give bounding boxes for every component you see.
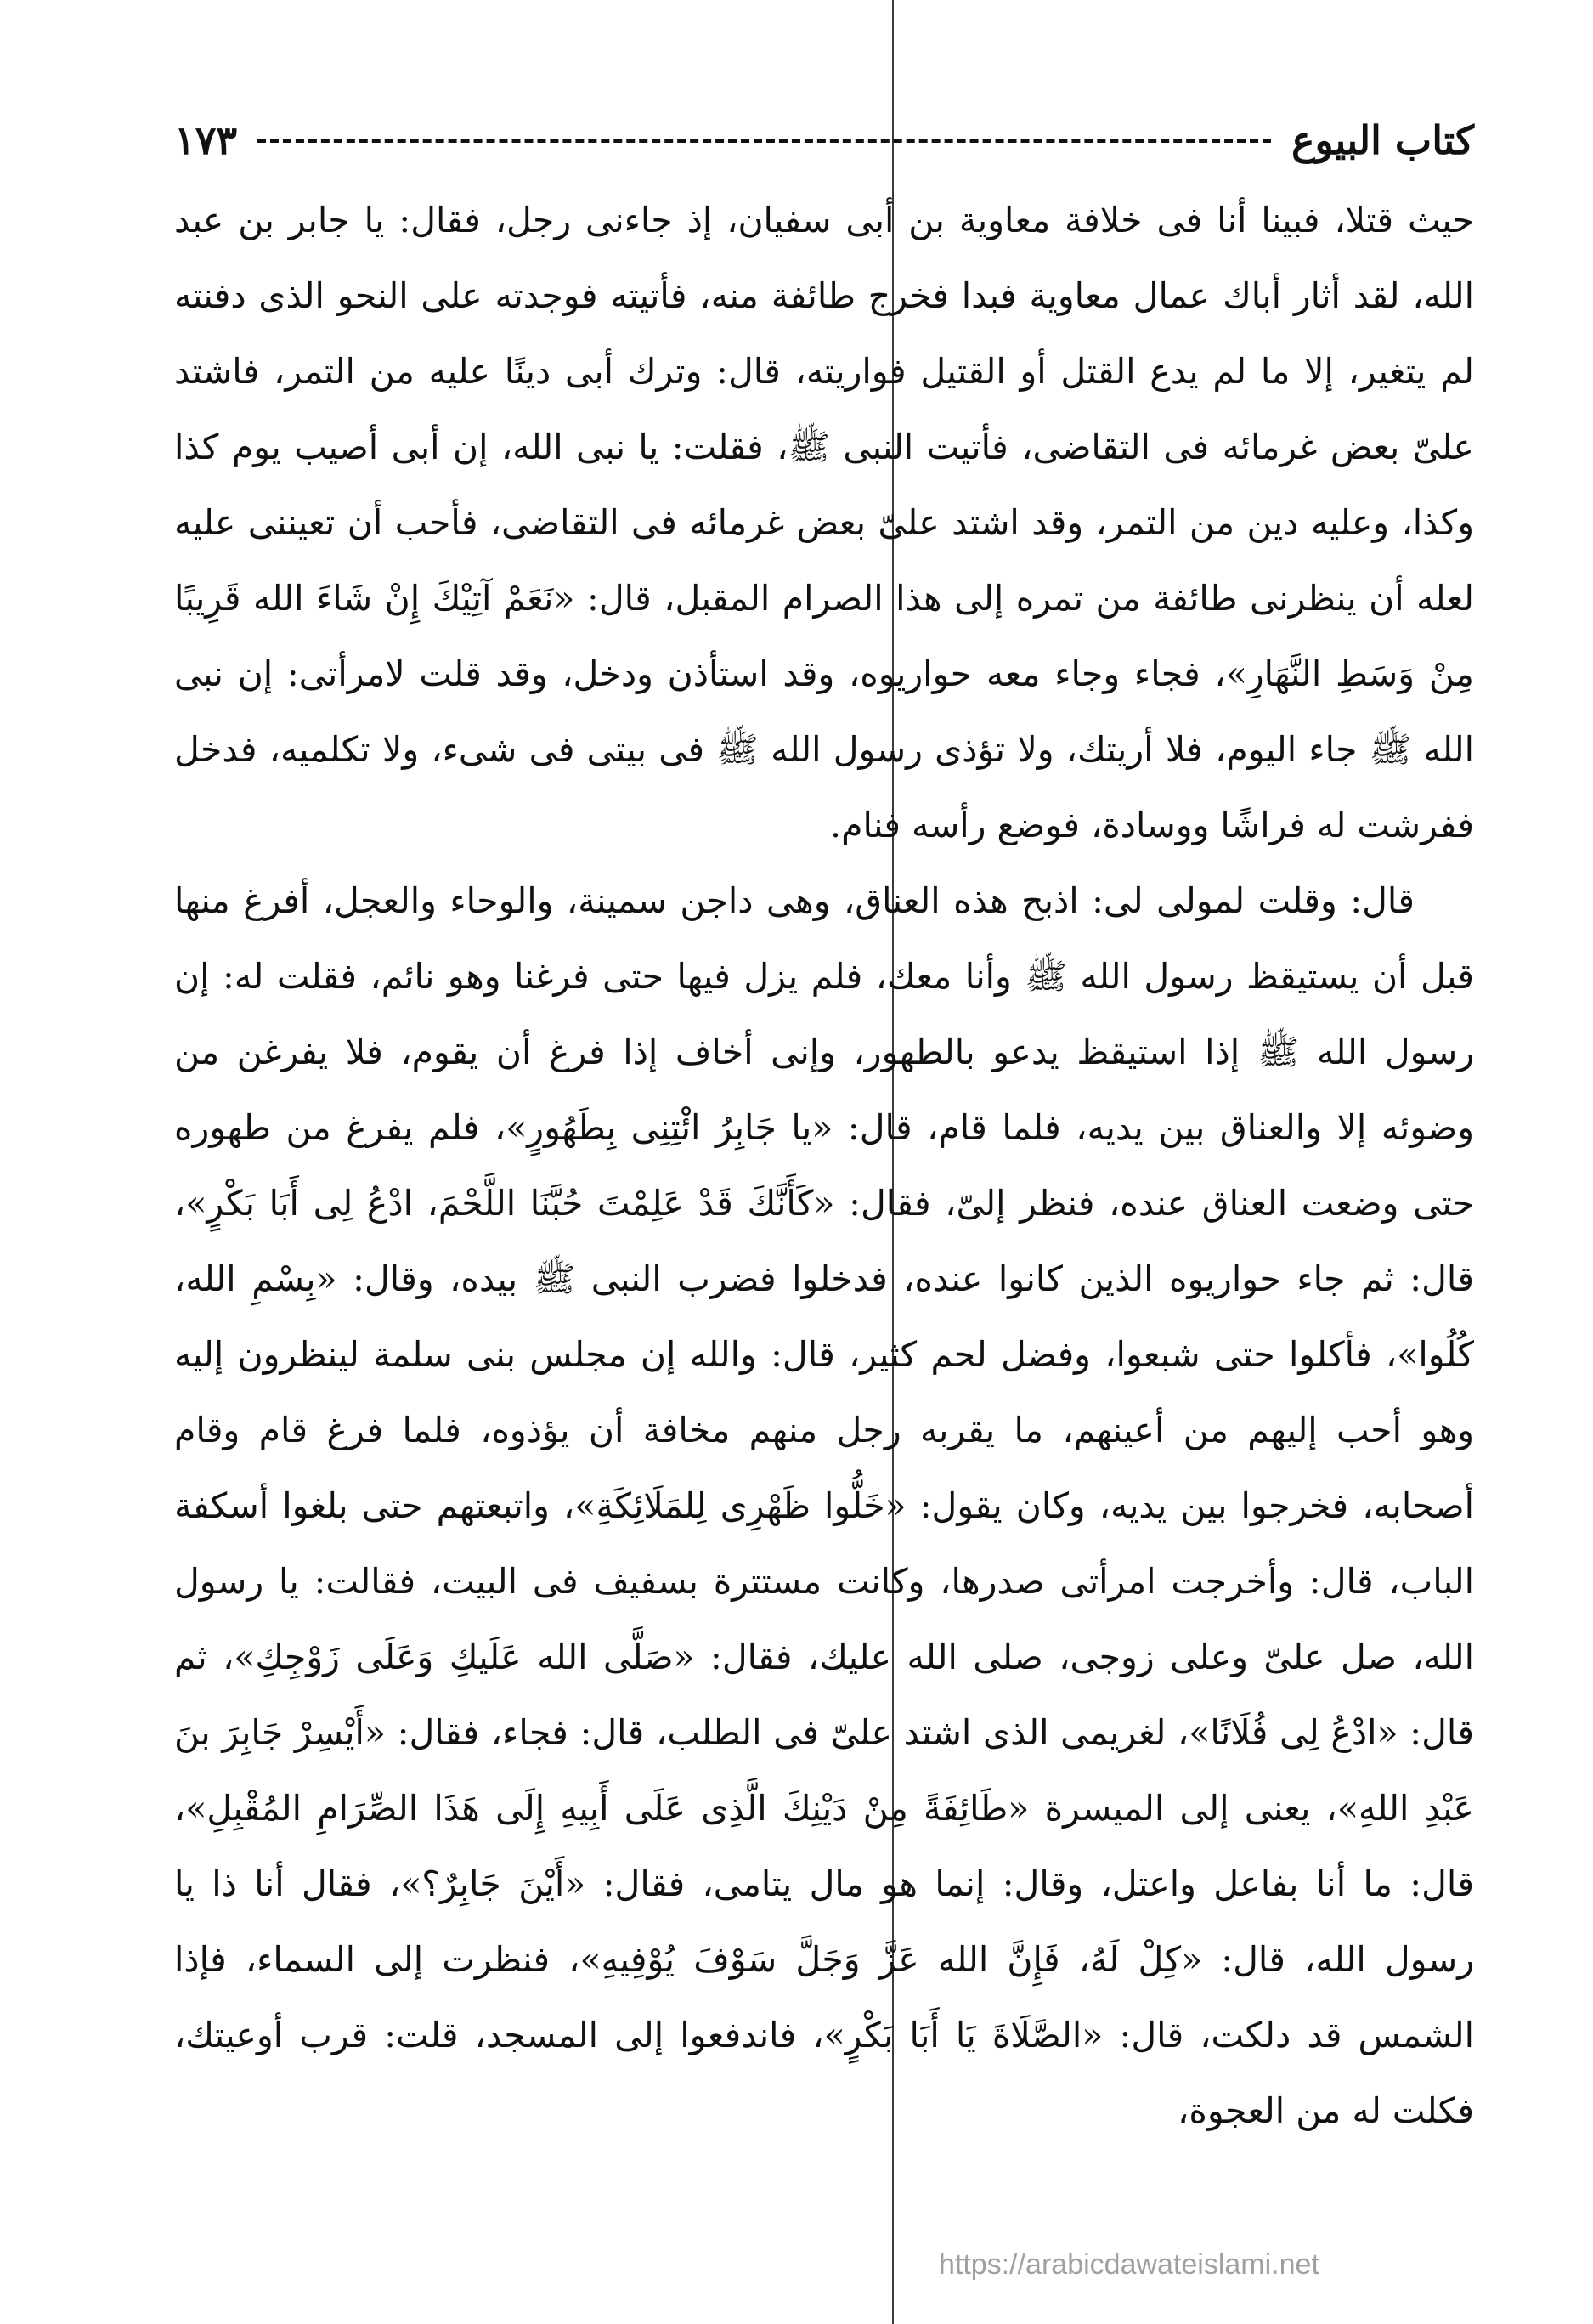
header-dashed-rule: [257, 139, 1271, 143]
paragraph-2: قال: وقلت لمولى لى: اذبح هذه العناق، وهى داجن سمينة، والوحاء والعجل، أفرغ منها قبل أن يستيقظ رسول الله ﷺ وأنا معك، فلم يزل فيها حتى فرغنا وهو نائم، فقلت له: إن رسول الله ﷺ إذا استيقظ يدعو بالطهور، وإنى أخاف إذا فرغ أن يقوم، فلا يفرغن من وضوئه إلا والعناق بين يديه، فلما قام، قال: «يا جَابِرُ ائْتِنِى بِطَهُورٍ»، فلم يفرغ من طهوره حتى وضعت العناق عنده، فنظر إلىّ، فقال: «كَأَنَّكَ قَدْ عَلِمْتَ حُبَّنَا اللَّحْمَ، ادْعُ لِى أَبَا بَكْرٍ»، قال: ثم جاء حواريوه الذين كانوا عنده، فدخلوا فضرب النبى ﷺ بيده، وقال: «بِسْمِ الله، كُلُوا»، فأكلوا حتى شبعوا، وفضل لحم كثير، قال: والله إن مجلس بنى سلمة لينظرون إليه وهو أحب إليهم من أعينهم، ما يقربه رجل منهم مخافة أن يؤذوه، فلما فرغ قام وقام أصحابه، فخرجوا بين يديه، وكان يقول: «خَلُّوا ظَهْرِى لِلمَلَائِكَةِ»، واتبعتهم حتى بلغوا أسكفة الباب، قال: وأخرجت امرأتى صدرها، وكانت مستترة بسفيف فى البيت، فقالت: يا رسول الله، صل علىّ وعلى زوجى، صلى الله عليك، فقال: «صَلَّى الله عَلَيكِ وَعَلَى زَوْجِكِ»، ثم قال: «ادْعُ لِى فُلَانًا»، لغريمى الذى اشتد علىّ فى الطلب، قال: فجاء، فقال: «أَيْسِرْ جَابِرَ بنَ عَبْدِ اللهِ»، يعنى إلى الميسرة «طَائِفَةً مِنْ دَيْنِكَ الَّذِى عَلَى أَبِيهِ إِلَى هَذَا الصِّرَامِ المُقْبِلِ»، قال: ما أنا بفاعل واعتل، وقال: إنما هو مال يتامى، فقال: «أَيْنَ جَابِرٌ؟»، فقال أنا ذا يا رسول الله، قال: «كِلْ لَهُ، فَإِنَّ الله عَزَّ وَجَلَّ سَوْفَ يُوْفِيهِ»، فنظرت إلى السماء، فإذا الشمس قد دلكت، قال: «الصَّلَاةَ يَا أَبَا بَكْرٍ»، فاندفعوا إلى المسجد، قلت: قرب أوعيتك، فكلت له من العجوة،: [174, 880, 1474, 2131]
chapter-title: كتاب البيوع: [1291, 117, 1474, 163]
watermark-url: https://arabicdawateislami.net: [939, 2248, 1319, 2281]
body-text: [174, 183, 1474, 2149]
paragraph-1: حيث قتلا، فبينا أنا فى خلافة معاوية بن أبى سفيان، إذ جاءنى رجل، فقال: يا جابر بن عبد الله، لقد أثار أباك عمال معاوية فبدا فخرج طائفة منه، فأتيته فوجدته على النحو الذى دفنته لم يتغير، إلا ما لم يدع القتل أو القتيل فواريته، قال: وترك أبى دينًا عليه من التمر، فاشتد علىّ بعض غرمائه فى التقاضى، فأتيت النبى ﷺ، فقلت: يا نبى الله، إن أبى أصيب يوم كذا وكذا، وعليه دين من التمر، وقد اشتد علىّ بعض غرمائه فى التقاضى، فأحب أن تعيننى عليه لعله أن ينظرنى طائفة من تمره إلى هذا الصرام المقبل، قال: «نَعَمْ آتِيْكَ إِنْ شَاءَ الله قَرِيبًا مِنْ وَسَطِ النَّهَارِ»، فجاء وجاء معه حواريوه، وقد استأذن ودخل، وقد قلت لامرأتى: إن نبى الله ﷺ جاء اليوم، فلا أريتك، ولا تؤذى رسول الله ﷺ فى بيتى فى شىء، ولا تكلميه، فدخل ففرشت له فراشًا ووسادة، فوضع رأسه فنام.: [174, 200, 1474, 845]
page-header: [174, 102, 1474, 178]
page-number: ١٧٣: [174, 117, 238, 163]
